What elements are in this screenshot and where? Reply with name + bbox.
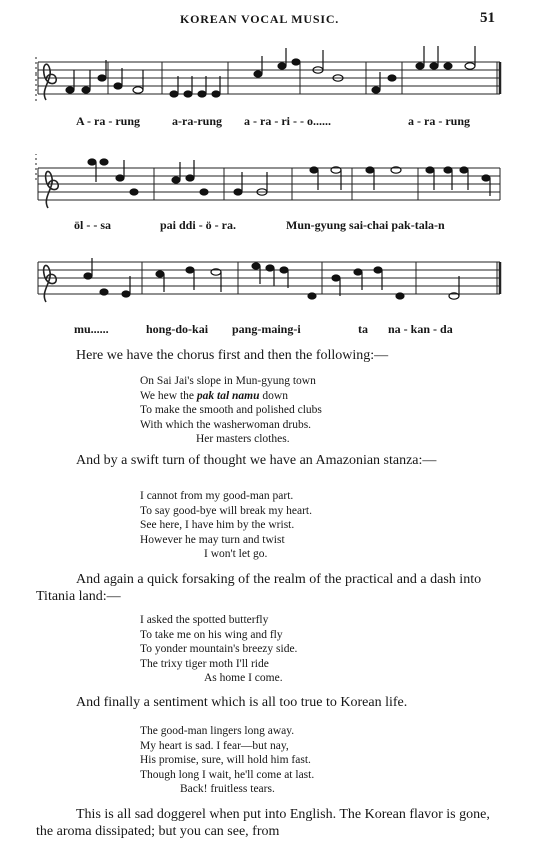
poem-line: To yonder mountain's breezy side. (140, 643, 298, 656)
poem-1 (140, 374, 322, 447)
paragraph-amazonian: And by a swift turn of thought we have an Amazonian stanza:— (76, 453, 437, 468)
page-header (0, 10, 544, 30)
paragraph-chorus-intro: Here we have the chorus first and then the following:— (76, 348, 389, 363)
lyric-3-4: ta (358, 322, 368, 336)
lyric-2-2: pai ddi - ö - ra. (160, 218, 237, 232)
poem-line: His promise, sure, will hold him fast. (140, 754, 311, 767)
lyric-1-1: A - ra - rung (76, 114, 140, 128)
page-number: 51 (480, 10, 495, 26)
music-staff-2 (0, 142, 544, 228)
poem-line: Though long I wait, he'll come at last. (140, 768, 315, 781)
poem-4 (140, 724, 314, 797)
running-head: KOREAN VOCAL MUSIC. (180, 12, 340, 26)
lyric-3-2: hong-do-kai (146, 322, 209, 336)
lyric-2-3: Mun-gyung sai-chai pak-tala-n (286, 218, 445, 232)
lyric-1-2: a-ra-rung (172, 114, 222, 128)
poem-line: Her masters clothes. (196, 433, 290, 446)
poem-line: My heart is sad. I fear—but nay, (140, 739, 289, 752)
poem-italic-term: pak tal namu (196, 389, 260, 402)
poem-2 (140, 489, 312, 562)
paragraph-titania: And again a quick forsaking of the realm of the practical and a dash into Titania land:— (36, 572, 482, 604)
lyric-3-3: pang-maing-i (232, 322, 301, 336)
poem-line: See here, I have him by the wrist. (140, 519, 295, 532)
poem-line-text: down (259, 389, 288, 402)
poem-line: As home I come. (204, 672, 283, 685)
poem-line: To make the smooth and polished clubs (140, 404, 322, 417)
poem-line: I won't let go. (204, 548, 268, 561)
music-staff-1 (0, 34, 544, 146)
lyric-3-5: na - kan - da (388, 322, 453, 336)
poem-line: The trixy tiger moth I'll ride (140, 657, 269, 670)
lyric-1-4: a - ra - rung (408, 114, 470, 128)
paragraph-korean-life: And finally a sentiment which is all too true to Korean life. (76, 695, 408, 710)
lyric-3-1: mu...... (74, 322, 109, 336)
poem-line: With which the washerwoman drubs. (140, 418, 312, 431)
poem-line: The good-man lingers long away. (140, 725, 295, 737)
poem-line: I cannot from my good-man part. (140, 490, 294, 502)
lyric-2-1: öl - - sa (74, 218, 111, 232)
poem-line: However he may turn and twist (140, 533, 285, 546)
poem-3 (140, 613, 297, 686)
poem-line: To take me on his wing and fly (140, 628, 283, 641)
poem-line (140, 389, 322, 404)
poem-line: Back! fruitless tears. (180, 783, 275, 796)
lyric-1-3: a - ra - ri - - o...... (244, 114, 331, 128)
music-staff-3 (0, 240, 544, 330)
poem-line-text: We hew the (140, 389, 197, 402)
poem-line: On Sai Jai's slope in Mun-gyung town (140, 375, 316, 387)
poem-line: To say good-bye will break my heart. (140, 504, 312, 517)
poem-line: I asked the spotted butterfly (140, 614, 269, 626)
paragraph-doggerel: This is all sad doggerel when put into English. The Korean flavor is gone, the aroma dissipated; but you can see, from (36, 807, 490, 839)
